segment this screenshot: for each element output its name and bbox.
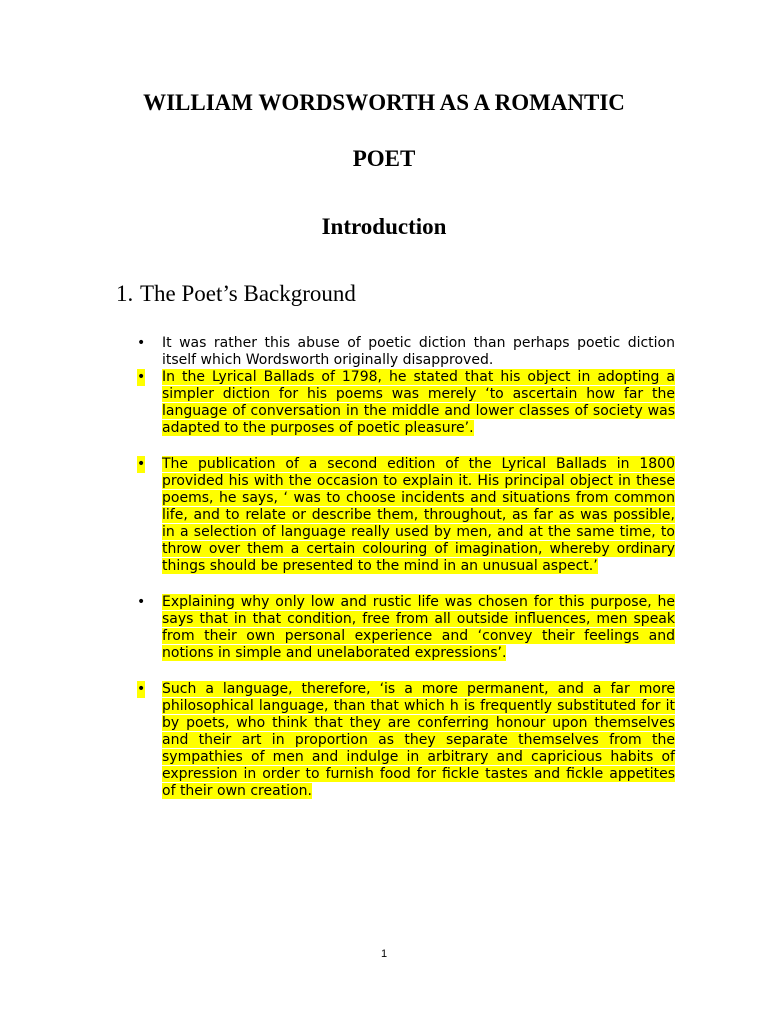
bullet-dot-icon: • [137,335,146,351]
introduction-heading: Introduction [321,214,447,239]
bullet-item [0,456,675,575]
bullet-dot-icon: • [137,456,146,472]
bullet-text: Such a language, therefore, ‘is a more permanent, and a far more philosophical language, than that which h is frequently substituted for it by poets, who think that they are conferring honour upon themselves and their art in proportion as they separate themselves from the sympathies of men and indulge in arbitrary and capricious habits of expression in order to furnish food for fickle tastes and fickle appetites of their own creation. [162,681,675,799]
bullet-list [0,335,768,819]
bullet-dot-icon: • [137,594,146,610]
bullet-text: In the Lyrical Ballads of 1798, he stated that his object in adopting a simpler diction for his poems was merely ‘to ascertain how far the language of conversation in the middle and lower classes of society was adapted to the purposes of poetic pleasure’. [162,369,675,436]
bullet-text: Explaining why only low and rustic life was chosen for this purpose, he says that in that condition, free from all outside influences, men speak from their own personal experience and ‘convey their feelings and notions in simple and unelaborated expressions’. [162,594,675,661]
title-line-1: WILLIAM WORDSWORTH AS A ROMANTIC [143,90,625,115]
bullet-item [0,594,675,662]
bullet-item [0,681,675,800]
section-number: 1. [116,281,134,306]
section-title: The Poet’s Background [140,281,356,306]
section-heading [116,282,356,305]
bullet-dot-icon: • [137,369,146,385]
bullet-item [0,369,675,437]
title-line-2: POET [352,146,416,171]
bullet-text: It was rather this abuse of poetic diction than perhaps poetic diction itself which Wordsworth originally disapproved. [162,335,675,368]
bullet-item [0,335,675,369]
page-number: 1 [380,948,388,960]
bullet-dot-icon: • [137,681,146,697]
bullet-text: The publication of a second edition of the Lyrical Ballads in 1800 provided his with the occasion to explain it. His principal object in these poems, he says, ‘ was to choose incidents and situations from common life, and to relate or describe them, throughout, as far as was possible, in a selection of language really used by men, and at the same time, to throw over them a certain colouring of imagination, whereby ordinary things should be presented to the mind in an unusual aspect.’ [162,456,675,574]
